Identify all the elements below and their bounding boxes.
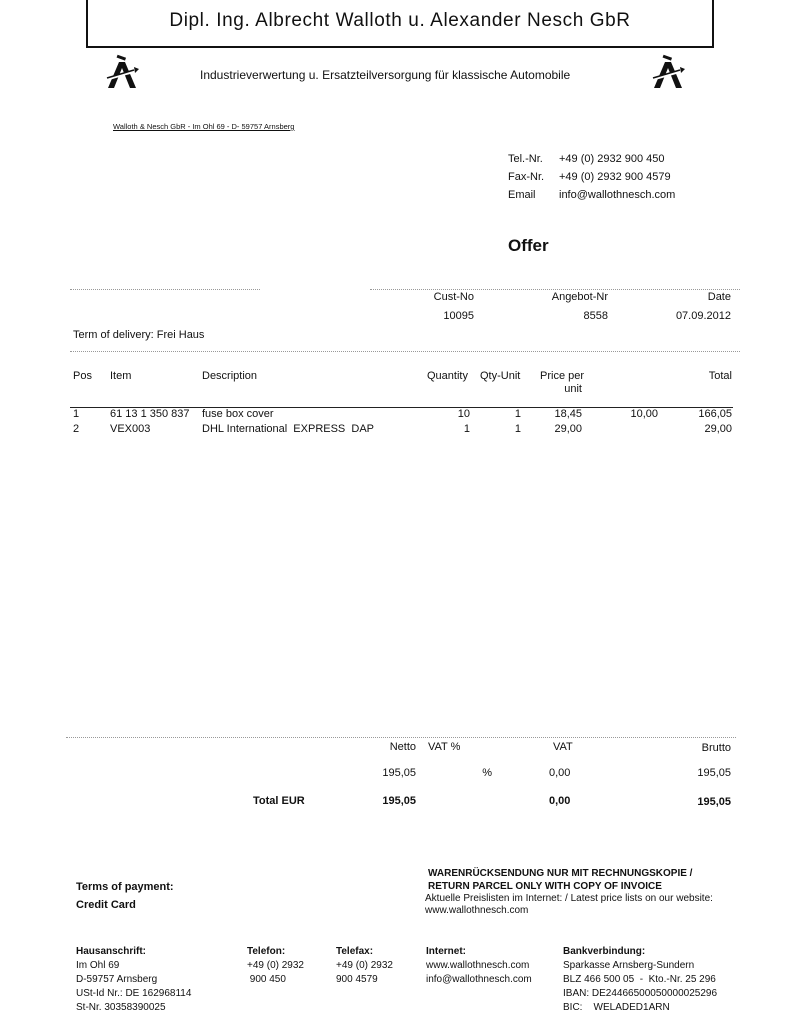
divider <box>70 351 740 352</box>
return-notice-de: WARENRÜCKSENDUNG NUR MIT RECHNUNGSKOPIE / <box>428 868 693 879</box>
netto-value: 195,05 <box>382 767 416 779</box>
cust-no-header: Cust-No <box>433 291 474 303</box>
tel-value: +49 (0) 2932 900 450 <box>559 153 665 165</box>
footer-vat-id: USt-Id Nr.: DE 162968114 <box>76 988 192 999</box>
row-pos: 1 <box>73 408 80 420</box>
footer-address-line: D-59757 Arnsberg <box>76 974 158 985</box>
term-of-delivery: Term of delivery: Frei Haus <box>73 329 205 341</box>
col-description-header: Description <box>202 370 258 382</box>
footer-bank-title: Bankverbindung: <box>563 946 646 957</box>
footer-fax-line: +49 (0) 2932 <box>336 960 393 971</box>
footer-tax-no: St-Nr. 30358390025 <box>76 1002 166 1013</box>
netto-header: Netto <box>389 741 416 753</box>
return-notice-en: RETURN PARCEL ONLY WITH COPY OF INVOICE <box>428 881 662 892</box>
total-brutto: 195,05 <box>697 796 731 808</box>
letterhead-box <box>86 0 714 48</box>
row-total: 29,00 <box>704 423 732 435</box>
date-header: Date <box>707 291 731 303</box>
row-qty-unit: 1 <box>514 423 521 435</box>
divider <box>66 737 736 738</box>
company-name: Dipl. Ing. Albrecht Walloth u. Alexander Nesch GbR <box>169 10 631 31</box>
row-item: VEX003 <box>110 423 151 435</box>
footer-iban: IBAN: DE24466500050000025296 <box>563 988 718 999</box>
email-value: info@wallothnesch.com <box>559 189 676 201</box>
logo-icon <box>104 54 140 90</box>
footer-address-title: Hausanschrift: <box>76 946 147 957</box>
footer-website: www.wallothnesch.com <box>426 960 530 971</box>
row-price: 18,45 <box>554 408 582 420</box>
terms-of-payment-label: Terms of payment: <box>76 881 174 893</box>
footer-bank-line: Sparkasse Arnsberg-Sundern <box>563 960 695 971</box>
col-qty-unit-header: Qty-Unit <box>480 370 521 382</box>
document-title: Offer <box>508 236 549 255</box>
footer-fax-line: 900 4579 <box>336 974 378 985</box>
price-list-notice: Aktuelle Preislisten im Internet: / Latest price lists on our website: <box>425 893 713 904</box>
logo-icon <box>650 54 686 90</box>
footer-email: info@wallothnesch.com <box>426 974 532 985</box>
footer-phone-line: +49 (0) 2932 <box>247 960 304 971</box>
footer-address-line: Im Ohl 69 <box>76 960 120 971</box>
col-item-header: Item <box>110 370 132 382</box>
footer-internet-title: Internet: <box>426 946 466 957</box>
tel-label: Tel.-Nr. <box>508 153 543 165</box>
total-vat: 0,00 <box>549 795 571 807</box>
row-qty-unit: 1 <box>514 408 521 420</box>
row-pos: 2 <box>73 423 80 435</box>
email-label: Email <box>508 189 536 201</box>
vat-pct-value: % <box>482 767 492 779</box>
col-total-header: Total <box>708 370 732 382</box>
divider <box>70 289 260 290</box>
cust-no-value: 10095 <box>443 310 474 322</box>
footer-phone-title: Telefon: <box>247 946 286 957</box>
website-link: www.wallothnesch.com <box>425 905 529 916</box>
col-price-header: Price per <box>540 370 585 382</box>
col-pos-header: Pos <box>73 370 92 382</box>
offer-no-value: 8558 <box>583 310 608 322</box>
fax-value: +49 (0) 2932 900 4579 <box>559 171 671 183</box>
vat-value: 0,00 <box>549 767 571 779</box>
col-price-header-unit: unit <box>564 383 582 395</box>
row-item: 61 13 1 350 837 <box>110 408 190 420</box>
vat-header: VAT <box>553 741 573 753</box>
row-quantity: 1 <box>463 423 470 435</box>
brutto-header: Brutto <box>701 742 731 754</box>
row-description: DHL International EXPRESS DAP <box>202 423 375 435</box>
row-total: 166,05 <box>698 408 732 420</box>
col-quantity-header: Quantity <box>427 370 468 382</box>
tagline: Industrieverwertung u. Ersatzteilversorgung für klassische Automobile <box>200 68 571 82</box>
total-eur-label: Total EUR <box>253 795 305 807</box>
brutto-value: 195,05 <box>697 767 731 779</box>
divider <box>370 289 740 290</box>
row-discount: 10,00 <box>630 408 658 420</box>
offer-no-header: Angebot-Nr <box>551 291 608 303</box>
row-price: 29,00 <box>554 423 582 435</box>
footer-phone-line: 900 450 <box>247 974 286 985</box>
sender-address-line: Walloth & Nesch GbR - Im Ohl 69 - D- 59757 Arnsberg <box>113 122 295 131</box>
vat-pct-header: VAT % <box>428 741 461 753</box>
fax-label: Fax-Nr. <box>508 171 545 183</box>
total-netto: 195,05 <box>382 795 416 807</box>
footer-bic: BIC: WELADED1ARN <box>563 1002 670 1013</box>
row-quantity: 10 <box>457 408 470 420</box>
footer-bank-line: BLZ 466 500 05 - Kto.-Nr. 25 296 <box>563 974 716 985</box>
footer-fax-title: Telefax: <box>336 946 374 957</box>
row-description: fuse box cover <box>202 408 274 420</box>
date-value: 07.09.2012 <box>675 310 731 322</box>
terms-of-payment-value: Credit Card <box>76 899 136 911</box>
